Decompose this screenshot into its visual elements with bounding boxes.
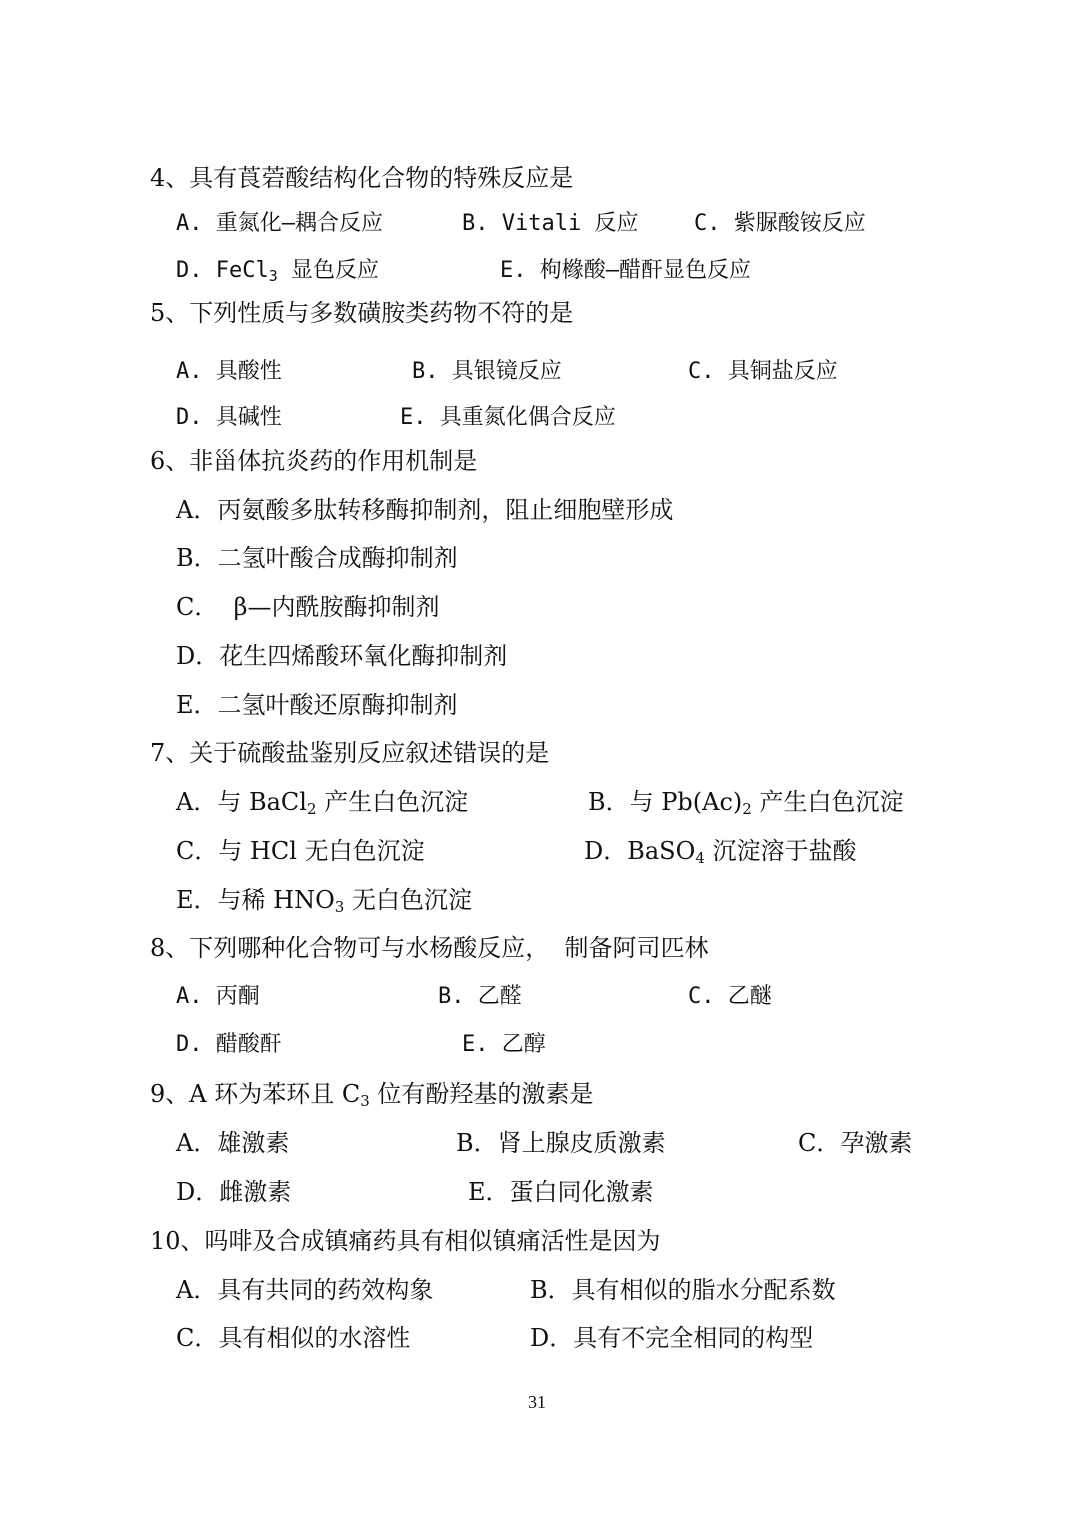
q5-option-b: B. 具银镜反应 (412, 359, 562, 384)
q7-option-d: D．BaSO$_4$ 沉淀溶于盐酸 (584, 837, 857, 867)
q8-option-c: C. 乙醚 (688, 984, 772, 1009)
q5-option-c: C. 具铜盐反应 (688, 359, 838, 384)
q10-option-b: B．具有相似的脂水分配系数 (530, 1276, 836, 1304)
q5-option-a: A. 具酸性 (176, 359, 282, 384)
q7-option-c: C．与 HCl 无白色沉淀 (176, 837, 425, 865)
q8-option-a: A. 丙酮 (176, 984, 260, 1009)
q9-option-a: A．雄激素 (176, 1129, 290, 1157)
question-8-stem: 8、下列哪种化合物可与水杨酸反应， 制备阿司匹林 (150, 934, 709, 962)
page-number: 31 (528, 1392, 546, 1412)
q6-option-e: E．二氢叶酸还原酶抑制剂 (176, 691, 458, 719)
q7-option-b: B．与 $Pb(Ac)_2$ 产生白色沉淀 (588, 788, 904, 818)
q4-option-a: A. 重氮化—耦合反应 (176, 211, 383, 236)
q6-option-b: B．二氢叶酸合成酶抑制剂 (176, 544, 458, 572)
q5-option-e: E. 具重氮化偶合反应 (400, 405, 616, 430)
q4-option-b: B. Vitali 反应 (462, 211, 639, 236)
q8-option-e: E. 乙醇 (462, 1032, 546, 1057)
q7-option-e: E．与稀 $HNO_3$ 无白色沉淀 (176, 886, 472, 916)
q10-option-d: D．具有不完全相同的构型 (530, 1324, 814, 1352)
q7-option-a: A．与 BaCl$_2$ 产生白色沉淀 (176, 788, 469, 818)
question-4-stem: 4、具有莨菪酸结构化合物的特殊反应是 (150, 164, 574, 192)
question-5-stem: 5、下列性质与多数磺胺类药物不符的是 (150, 299, 574, 327)
question-6-stem: 6、非甾体抗炎药的作用机制是 (150, 447, 478, 475)
q6-option-c: C． β—内酰胺酶抑制剂 (176, 593, 440, 621)
q5-option-d: D. 具碱性 (176, 405, 282, 430)
q4-option-c: C. 紫脲酸铵反应 (694, 211, 866, 236)
q9-option-b: B．肾上腺皮质激素 (456, 1129, 666, 1157)
q10-option-a: A．具有共同的药效构象 (176, 1276, 434, 1304)
q6-option-a: A．丙氨酸多肽转移酶抑制剂，阻止细胞壁形成 (176, 496, 674, 524)
q4-option-d: D. FeCl$_3$ 显色反应 (176, 258, 379, 285)
q8-option-d: D. 醋酸酐 (176, 1032, 282, 1057)
q4-option-e: E. 枸橼酸—醋酐显色反应 (500, 258, 751, 283)
q8-option-b: B. 乙醛 (438, 984, 522, 1009)
question-10-stem: 10、吗啡及合成镇痛药具有相似镇痛活性是因为 (150, 1227, 661, 1255)
q10-option-c: C．具有相似的水溶性 (176, 1324, 411, 1352)
q9-option-d: D．雌激素 (176, 1178, 292, 1206)
q6-option-d: D．花生四烯酸环氧化酶抑制剂 (176, 642, 508, 670)
question-7-stem: 7、关于硫酸盐鉴别反应叙述错误的是 (150, 739, 550, 767)
question-9-stem: 9、A 环为苯环且 $C_3$ 位有酚羟基的激素是 (150, 1080, 594, 1110)
q9-option-e: E．蛋白同化激素 (468, 1178, 654, 1206)
q9-option-c: C．孕激素 (798, 1129, 913, 1157)
